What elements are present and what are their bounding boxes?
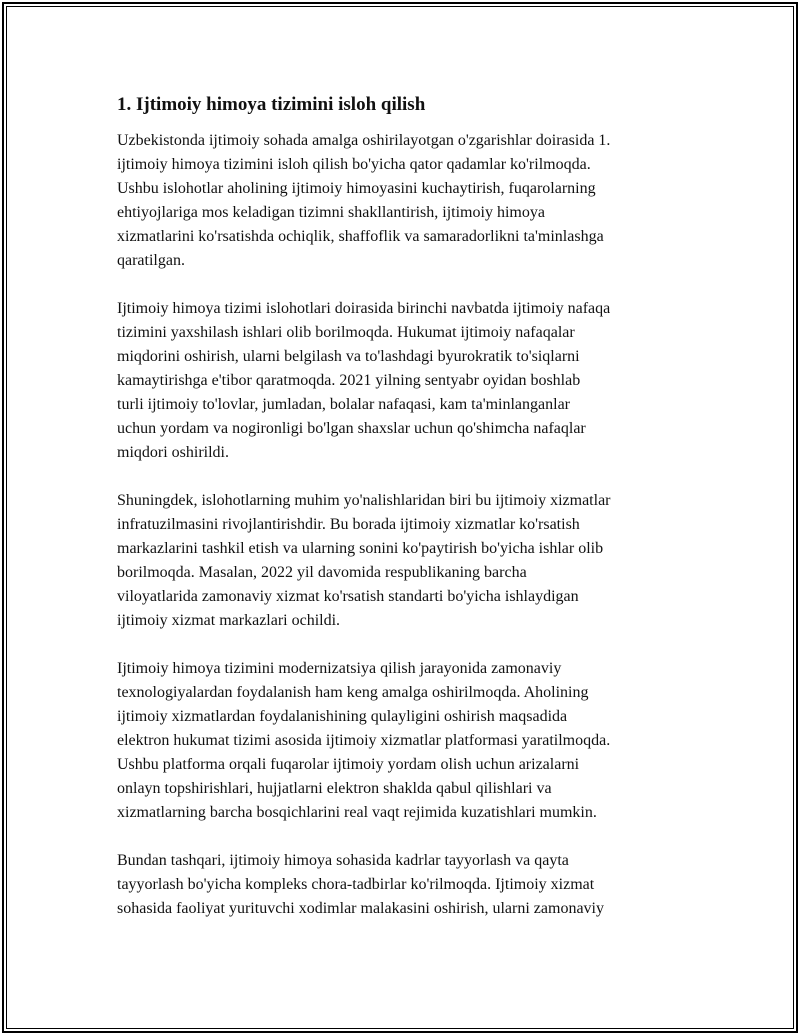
text-line: Uzbekistonda ijtimoiy sohada amalga oshirilayotgan o'zgarishlar doirasida 1. (117, 132, 611, 149)
paragraph-5 (117, 849, 697, 921)
text-line: miqdori oshirildi. (117, 444, 229, 461)
text-line: sohasida faoliyat yurituvchi xodimlar malakasini oshirish, ularni zamonaviy (117, 900, 604, 917)
text-line: texnologiyalardan foydalanish ham keng amalga oshirilmoqda. Aholining (117, 684, 589, 701)
paragraph-3 (117, 489, 697, 633)
paragraph-2 (117, 297, 697, 465)
text-line: ijtimoiy xizmat markazlari ochildi. (117, 612, 341, 629)
text-line: tizimini yaxshilash ishlari olib borilmoqda. Hukumat ijtimoiy nafaqalar (117, 324, 575, 341)
text-line: xizmatlarning barcha bosqichlarini real vaqt rejimida kuzatishlari mumkin. (117, 804, 597, 821)
text-line: turli ijtimoiy to'lovlar, jumladan, bolalar nafaqasi, kam ta'minlanganlar (117, 396, 570, 413)
text-line: infratuzilmasini rivojlantirishdir. Bu borada ijtimoiy xizmatlar ko'rsatish (117, 516, 580, 533)
text-line: miqdorini oshirish, ularni belgilash va to'lashdagi byurokratik to'siqlarni (117, 348, 580, 365)
text-line: uchun yordam va nogironligi bo'lgan shaxslar uchun qo'shimcha nafaqlar (117, 420, 586, 437)
text-line: Ijtimoiy himoya tizimini modernizatsiya qilish jarayonida zamonaviy (117, 660, 562, 677)
text-line: borilmoqda. Masalan, 2022 yil davomida respublikaning barcha (117, 564, 527, 581)
section-heading: 1. Ijtimoiy himoya tizimini isloh qilish (117, 94, 426, 115)
text-line: tayyorlash bo'yicha kompleks chora-tadbirlar ko'rilmoqda. Ijtimoiy xizmat (117, 876, 595, 893)
text-line: ijtimoiy xizmatlardan foydalanishining qulayligini oshirish maqsadida (117, 708, 568, 725)
text-line: xizmatlarini ko'rsatishda ochiqlik, shaffoflik va samaradorlikni ta'minlashga (117, 228, 604, 245)
text-line: Ushbu platforma orqali fuqarolar ijtimoiy yordam olish uchun arizalarni (117, 756, 580, 773)
text-line: Bundan tashqari, ijtimoiy himoya sohasida kadrlar tayyorlash va qayta (117, 852, 569, 869)
paragraph-1 (117, 129, 697, 273)
text-line: viloyatlarida zamonaviy xizmat ko'rsatish standarti bo'yicha ishlaydigan (117, 588, 579, 605)
text-line: qaratilgan. (117, 252, 185, 269)
text-line: elektron hukumat tizimi asosida ijtimoiy xizmatlar platformasi yaratilmoqda. (117, 732, 611, 749)
text-line: markazlarini tashkil etish va ularning sonini ko'paytirish bo'yicha ishlar olib (117, 540, 604, 557)
text-line: ehtiyojlariga mos keladigan tizimni shakllantirish, ijtimoiy himoya (117, 204, 545, 221)
text-line: onlayn topshirishlari, hujjatlarni elektron shaklda qabul qilishlari va (117, 780, 552, 797)
text-line: Ushbu islohotlar aholining ijtimoiy himoyasini kuchaytirish, fuqarolarning (117, 180, 596, 197)
document-body (117, 93, 697, 945)
text-line: Ijtimoiy himoya tizimi islohotlari doirasida birinchi navbatda ijtimoiy nafaqa (117, 300, 611, 317)
text-line: kamaytirishga e'tibor qaratmoqda. 2021 yilning sentyabr oyidan boshlab (117, 372, 581, 389)
paragraph-4 (117, 657, 697, 825)
text-line: ijtimoiy himoya tizimini isloh qilish bo'yicha qator qadamlar ko'rilmoqda. (117, 156, 591, 173)
text-line: Shuningdek, islohotlarning muhim yo'nalishlaridan biri bu ijtimoiy xizmatlar (117, 492, 611, 509)
